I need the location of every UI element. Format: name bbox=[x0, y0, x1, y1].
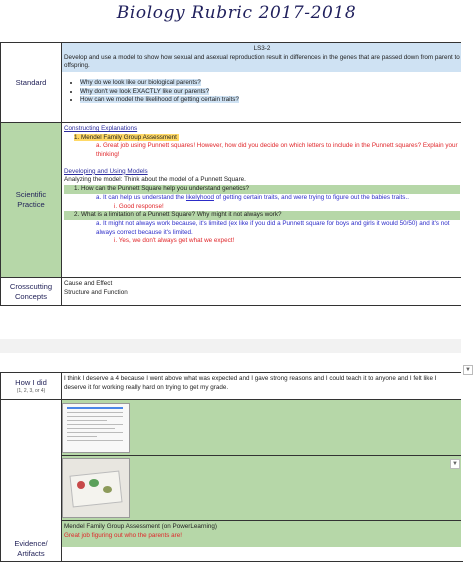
how-text: I think I deserve a 4 because I went above what was expected and I gave strong reasons and I could teach it to anyone and I felt like I deserve it for working really hard on trying to get my grade. bbox=[62, 373, 463, 400]
evidence-label: Evidence/ Artifacts bbox=[1, 400, 62, 562]
how-label: How I did (1, 2, 3, or 4) bbox=[1, 373, 62, 400]
standard-questions bbox=[62, 79, 462, 105]
question-2: 2. What is a limitation of a Punnett Square? Why might it not always work? bbox=[64, 211, 460, 220]
how-row bbox=[1, 373, 463, 400]
assessment-item: 1. Mendel Family Group Assessment bbox=[74, 133, 177, 141]
evidence-feedback: Great job figuring out who the parents are! bbox=[64, 531, 182, 539]
answer-2: a. It might not always work because, it's limited (ex like if you did a Punnett square for boys and girls it would 50/50) and it's not always correct because it's limited. bbox=[96, 219, 450, 236]
scrollbar-track[interactable] bbox=[461, 0, 473, 561]
page-break bbox=[0, 339, 473, 353]
assessment-feedback: a. Great job using Punnett squares! However, how did you decide on which letters to include in the Punnett squares? Explain your thinking! bbox=[96, 142, 458, 159]
practice-row bbox=[1, 123, 463, 278]
list-item: • How can we model the likelihood of getting certain traits? bbox=[80, 96, 462, 105]
response-2: i. Yes, we don't always get what we expect! bbox=[114, 237, 235, 245]
evidence-row bbox=[1, 400, 463, 562]
page-title: Biology Rubric 2017-2018 bbox=[116, 3, 357, 23]
screenshot-artifact-cell bbox=[62, 400, 462, 456]
practice-label: Scientific Practice bbox=[1, 123, 62, 278]
chevron-down-icon[interactable]: ▼ bbox=[450, 459, 460, 469]
crosscutting-line-2: Structure and Function bbox=[64, 288, 128, 296]
analyzing-line: Analyzing the model: Think about the model of a Punnett Square. bbox=[64, 176, 246, 184]
how-sub: (1, 2, 3, or 4) bbox=[16, 387, 46, 394]
chevron-down-icon[interactable]: ▼ bbox=[463, 365, 473, 375]
list-item: • Why do we look like our biological parents? bbox=[80, 79, 462, 88]
likelyhood-word: likelyhood bbox=[185, 193, 214, 201]
screenshot-thumbnail[interactable] bbox=[62, 403, 130, 453]
standard-label: Standard bbox=[1, 43, 62, 123]
standard-text: Develop and use a model to show how sexual and asexual reproduction result in differences in the genes that are passed down from parent to offspring. bbox=[64, 53, 460, 70]
constructing-heading: Constructing Explanations bbox=[64, 125, 138, 132]
crosscutting-row bbox=[1, 278, 463, 306]
evidence-caption: Mendel Family Group Assessment (on PowerLearning) bbox=[64, 523, 217, 530]
response-1: i. Good response! bbox=[114, 202, 164, 210]
reflection-table bbox=[0, 372, 463, 562]
standard-row bbox=[1, 43, 463, 123]
rubric-table bbox=[0, 42, 463, 306]
question-1: 1. How can the Punnett Square help you understand genetics? bbox=[64, 185, 460, 194]
standard-code: LS3-2 bbox=[253, 45, 271, 52]
crosscutting-label: Crosscutting Concepts bbox=[1, 278, 62, 306]
standard-text-block bbox=[62, 43, 462, 72]
photo-artifact-cell bbox=[62, 456, 462, 521]
evidence-caption-cell bbox=[62, 521, 462, 547]
list-item: • Why don't we look EXACTLY like our parents? bbox=[80, 88, 462, 97]
photo-thumbnail[interactable] bbox=[62, 458, 130, 518]
answer-1: a. It can help us understand the likelyhood of getting certain traits, and were trying to figure out the babies traits.. bbox=[96, 193, 409, 201]
crosscutting-line-1: Cause and Effect bbox=[64, 280, 113, 287]
models-heading: Developing and Using Models bbox=[64, 167, 148, 175]
